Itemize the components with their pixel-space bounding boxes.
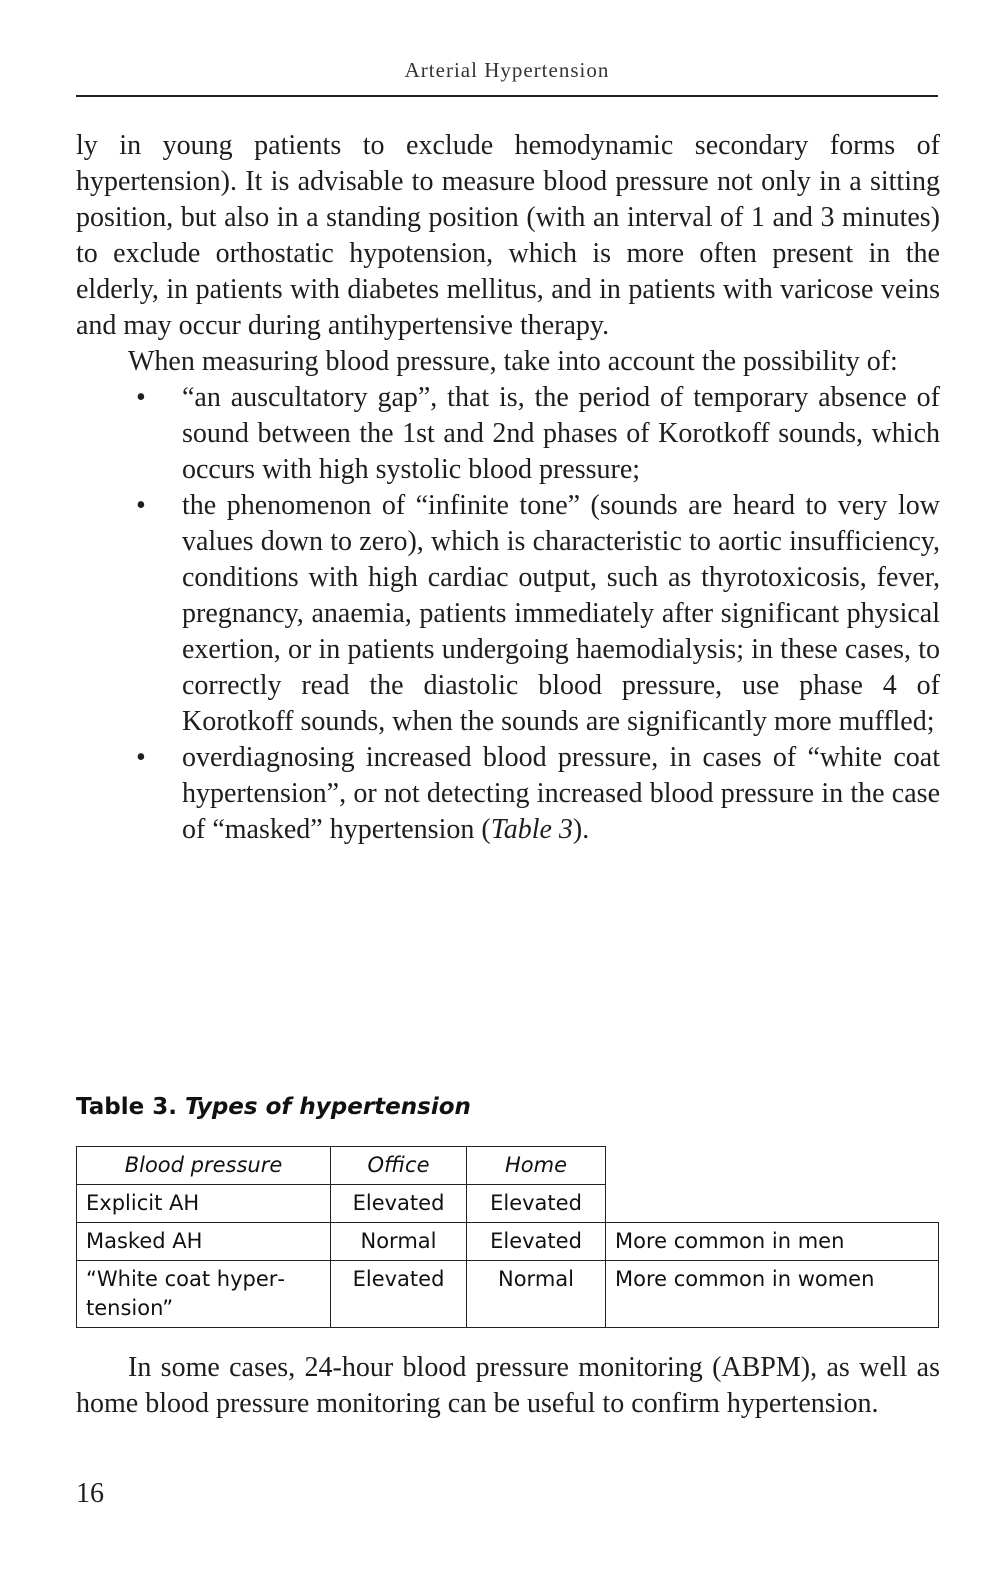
cell-note: More common in women xyxy=(606,1261,939,1328)
cell-home: Normal xyxy=(467,1261,606,1328)
cell-type: “White coat hypertension” xyxy=(77,1261,331,1328)
cell-office: Normal xyxy=(331,1223,467,1261)
table-row xyxy=(77,1223,939,1261)
running-head: Arterial Hypertension xyxy=(404,58,610,82)
header-rule xyxy=(76,95,938,97)
header-office: Office xyxy=(331,1147,467,1185)
bullet-icon: • xyxy=(136,490,146,521)
cell-home: Elevated xyxy=(467,1223,606,1261)
bullet-text: overdiagnosing increased blood pressure, in cases of “white coat hypertension”, or not detecting increased blood pressure in the case of “masked” hypertension xyxy=(182,742,940,845)
table-caption xyxy=(76,1094,471,1120)
cell-type: Masked AH xyxy=(77,1223,331,1261)
closing-text xyxy=(76,1350,940,1422)
paragraph-measuring: When measuring blood pressure, take into account the possibility of: xyxy=(128,346,898,377)
page-number: 16 xyxy=(76,1478,104,1509)
cell-home: Elevated xyxy=(467,1185,606,1223)
bullet-list xyxy=(76,380,940,848)
table-row xyxy=(77,1185,939,1223)
ref-close-paren: ). xyxy=(572,814,590,845)
header-home: Home xyxy=(467,1147,606,1185)
paragraph-abpm: In some cases, 24-hour blood pressure monitoring (ABPM), as well as home blood pressure monitoring can be useful to confirm hypertension. xyxy=(76,1352,940,1419)
cell-office: Elevated xyxy=(331,1261,467,1328)
bullet-icon: • xyxy=(136,742,146,773)
table-caption-title: Types of hypertension xyxy=(184,1094,471,1120)
hypertension-types-table xyxy=(76,1146,939,1328)
list-item xyxy=(76,380,940,488)
bullet-icon: • xyxy=(136,382,146,413)
list-item xyxy=(76,740,940,848)
paragraph-continuation: ly in young patients to exclude hemodynamic secondary forms of hypertension). It is advisable to measure blood pressure not only in a sitting position, but also in a standing position (with an interval of 1 and 3 minutes) to exclude orthostatic hypotension, which is more often present in the elderly, in patients with diabetes mellitus, and in patients with varicose veins and may occur during antihypertensive therapy. xyxy=(76,130,940,341)
header-empty-cell xyxy=(606,1147,939,1185)
list-item xyxy=(76,488,940,740)
table-caption-number: Table 3. xyxy=(76,1094,185,1120)
header-blood-pressure: Blood pressure xyxy=(77,1147,331,1185)
cell-office: Elevated xyxy=(331,1185,467,1223)
ref-open-paren: ( xyxy=(474,814,491,845)
table-reference-link: Table 3 xyxy=(490,814,573,845)
cell-note: More common in men xyxy=(606,1223,939,1261)
table-row xyxy=(77,1261,939,1328)
bullet-text: the phenomenon of “infinite tone” (sounds are heard to very low values down to zero), which is characteristic to aortic insufficiency, conditions with high cardiac output, such as thyrotoxicosis, fever, pregnancy, anaemia, patients immediately after significant physical exertion, or in patients undergoing haemodialysis; in these cases, to correctly read the diastolic blood pressure, use phase 4 of Korotkoff sounds, when the sounds are significantly more muffled; xyxy=(182,490,940,737)
cell-type: Explicit AH xyxy=(77,1185,331,1223)
cell-note-empty xyxy=(606,1185,939,1223)
table-header-row xyxy=(77,1147,939,1185)
body-text xyxy=(76,128,940,848)
bullet-text: “an auscultatory gap”, that is, the period of temporary absence of sound between the 1st and 2nd phases of Korotkoff sounds, which occurs with high systolic blood pressure; xyxy=(182,382,940,485)
